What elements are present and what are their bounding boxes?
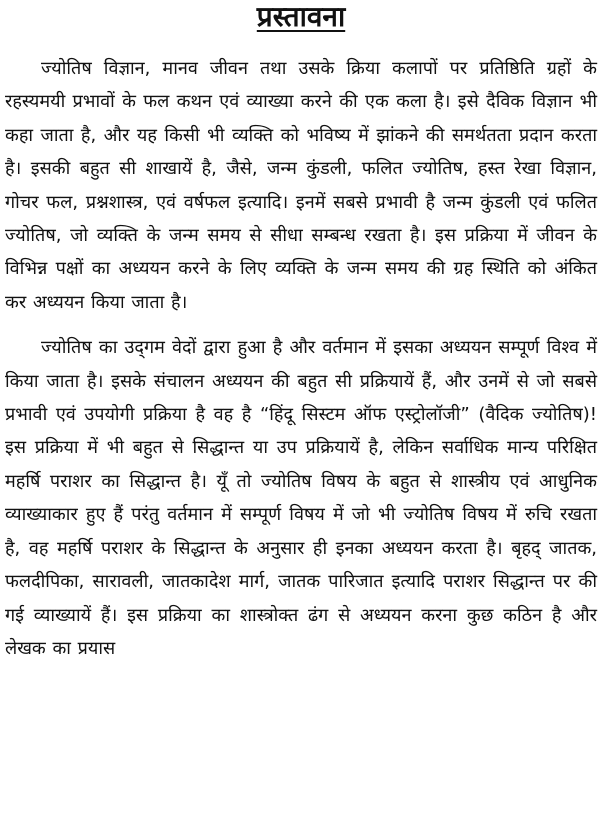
page-title: प्रस्तावना	[256, 0, 346, 33]
paragraph-1: ज्योतिष विज्ञान, मानव जीवन तथा उसके क्रिया कलापों पर प्रतिष्ठिति ग्रहों के रहस्यमयी प्रभावों के फल कथन एवं व्याख्या करने की एक कला है। इसे दैविक विज्ञान भी कहा जाता है, और यह किसी भी व्यक्ति को भविष्य में झांकने की समर्थतता प्रदान करता है। इसकी बहुत सी शाखायें है, जैसे, जन्म कुंडली, फलित ज्योतिष, हस्त रेखा विज्ञान, गोचर फल, प्रश्नशास्त्र, एवं वर्षफल इत्यादि। इनमें सबसे प्रभावी है जन्म कुंडली एवं फलित ज्योतिष, जो व्यक्ति के जन्म समय से सीधा सम्बन्ध रखता है। इस प्रक्रिया में जीवन के विभिन्न पक्षों का अध्ययन करने के लिए व्यक्ति के जन्म समय की ग्रह स्थिति को अंकित कर अध्ययन किया जाता है।	[5, 58, 597, 313]
paragraph-2: ज्योतिष का उद्‌गम वेदों द्वारा हुआ है और वर्तमान में इसका अध्ययन सम्पूर्ण विश्व में किया जाता है। इसके संचालन अध्ययन की बहुत सी प्रक्रियायें हैं, और उनमें से जो सबसे प्रभावी एवं उपयोगी प्रक्रिया है वह है “हिंदू सिस्टम ऑफ एस्ट्रोलॉजी” (वैदिक ज्योतिष)! इस प्रक्रिया में भी बहुत से सिद्धान्त या उप प्रक्रियायें है, लेकिन सर्वाधिक मान्य परिक्षित महर्षि पराशर का सिद्धान्त है। यूँ तो ज्योतिष विषय के बहुत से शास्त्रीय एवं आधुनिक व्याख्याकार हुए हैं परंतु वर्तमान में सम्पूर्ण विषय में जो भी ज्योतिष विषय में रुचि रखता है, वह महर्षि पराशर के सिद्धान्त के अनुसार ही इनका अध्ययन करता है। बृहद् जातक, फलदीपिका, सारावली, जातकादेश मार्ग, जातक पारिजात इत्यादि पराशर सिद्धान्त पर की गई व्याख्यायें हैं। इस प्रक्रिया का शास्त्रोक्त ढंग से अध्ययन करना कुछ कठिन है और लेखक का प्रयास	[5, 337, 597, 659]
